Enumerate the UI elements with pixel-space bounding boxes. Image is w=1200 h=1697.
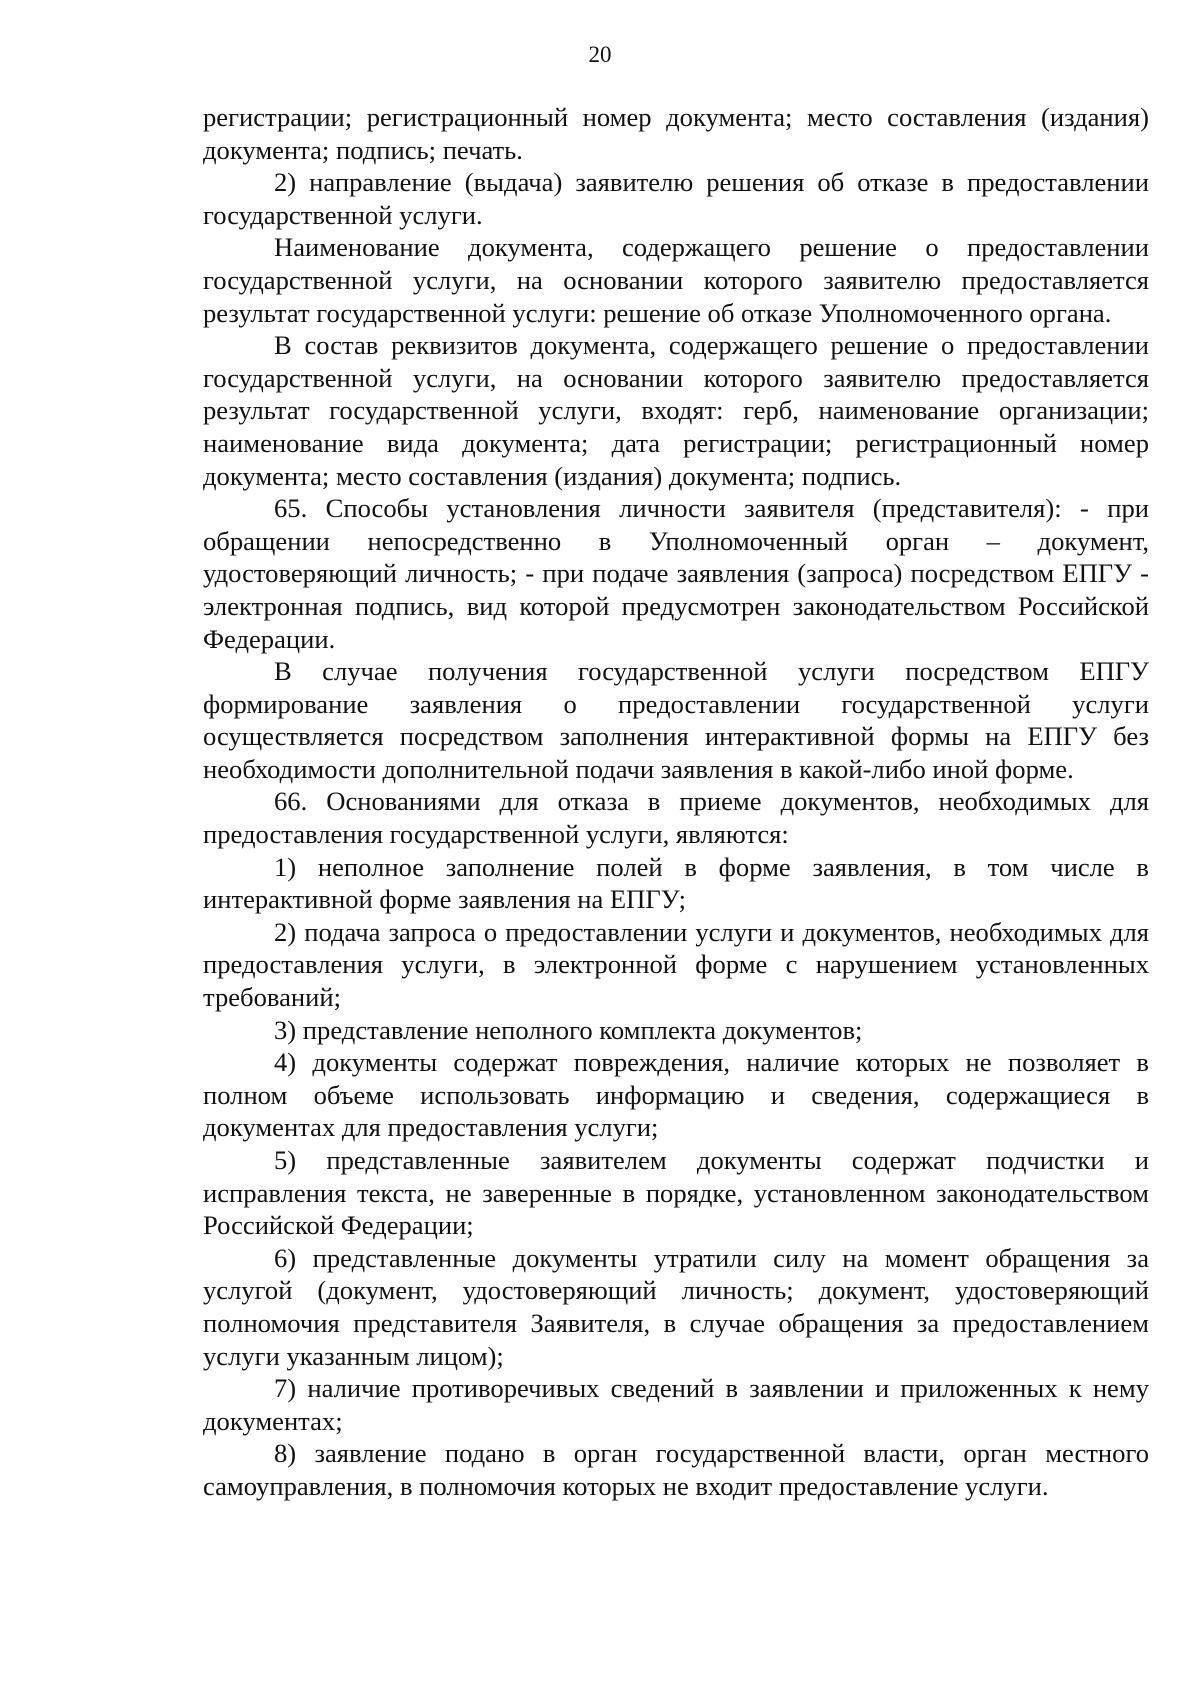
paragraph-66-grounds-for-refusal: 66. Основаниями для отказа в приеме документов, необходимых для предоставления государственной услуги, являются: [203,786,1149,850]
list-item-5-erasures-corrections: 5) представленные заявителем документы содержат подчистки и исправления текста, не заверенные в порядке, установленном законодательством Российской Федерации; [203,1145,1149,1241]
list-item-2-electronic-form-violation: 2) подача запроса о предоставлении услуги и документов, необходимых для предоставления услуги, в электронной форме с нарушением установленных требований; [203,916,1149,1013]
paragraph-refusal-document-name: Наименование документа, содержащего решение о предоставлении государственной услуги, на основании которого заявителю предоставляется результат государственной услуги: решение об отказе Уполномоченного органа. [203,232,1149,328]
paragraph-continuation-registration: регистрации; регистрационный номер документа; место составления (издания) документа; подпись; печать. [203,102,1149,165]
document-body [203,101,1149,1503]
list-item-1-incomplete-fields: 1) неполное заполнение полей в форме заявления, в том числе в интерактивной форме заявления на ЕПГУ; [203,851,1149,915]
list-item-7-contradictory-info: 7) наличие противоречивых сведений в заявлении и приложенных к нему документах; [203,1373,1149,1436]
page-number: 20 [588,42,612,67]
paragraph-refusal-document-requisites: В состав реквизитов документа, содержащего решение о предоставлении государственной услуги, на основании которого заявителю предоставляется результат государственной услуги, входят: герб, наименование организации; наименование вида документа; дата регистрации; регистрационный номер документа; место составления (издания) документа; подпись. [203,330,1149,491]
list-item-4-damaged-documents: 4) документы содержат повреждения, наличие которых не позволяет в полном объеме использовать информацию и сведения, содержащиеся в документах для предоставления услуги; [203,1047,1149,1143]
list-item-3-incomplete-set: 3) представление неполного комплекта документов; [274,1014,863,1045]
list-item-6-expired-documents: 6) представленные документы утратили силу на момент обращения за услугой (документ, удостоверяющий личность; документ, удостоверяющий полномочия представителя Заявителя, в случае обращения за предоставлением услуги указанным лицом); [203,1242,1149,1371]
list-item-8-wrong-authority: 8) заявление подано в орган государственной власти, орган местного самоуправления, в полномочия которых не входит предоставление услуги. [203,1438,1149,1501]
paragraph-refusal-issuance: 2) направление (выдача) заявителю решения об отказе в предоставлении государственной услуги. [203,167,1149,230]
paragraph-65-identification: 65. Способы установления личности заявителя (представителя): - при обращении непосредственно в Уполномоченный орган – документ, удостоверяющий личность; - при подаче заявления (запроса) посредством ЕПГУ - электронная подпись, вид которой предусмотрен законодательством Российской Федерации. [203,493,1149,654]
paragraph-epgu-interactive-form: В случае получения государственной услуги посредством ЕПГУ формирование заявления о предоставлении государственной услуги осуществляется посредством заполнения интерактивной формы на ЕПГУ без необходимости дополнительной подачи заявления в какой-либо иной форме. [203,656,1149,784]
